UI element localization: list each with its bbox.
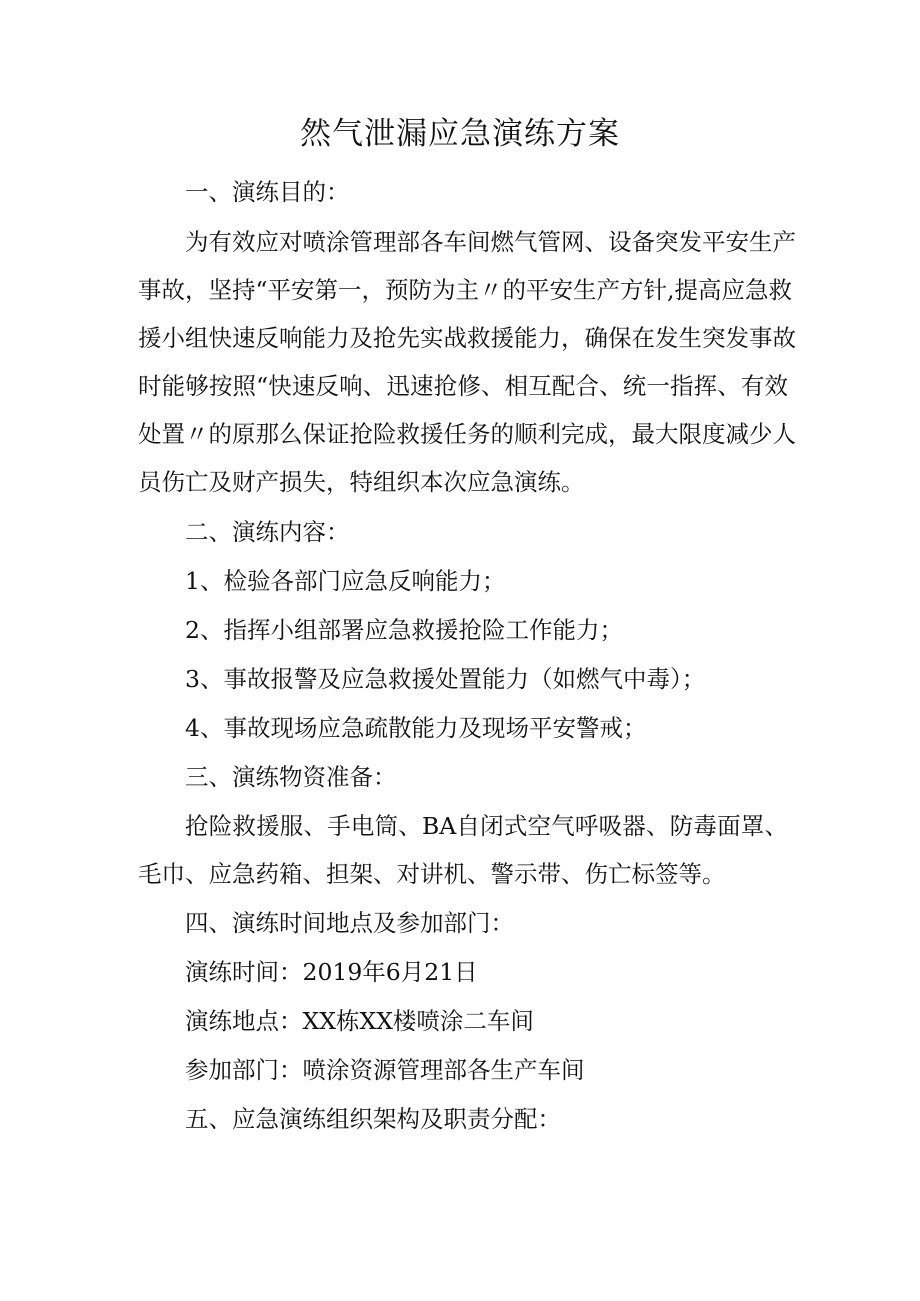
section1-paragraph-line: 事故，坚持“平安第一，预防为主〃的平安生产方针,提高应急救 (138, 276, 792, 304)
section3-paragraph-line: 抢险救援服、手电筒、BA自闭式空气呼吸器、防毒面罩、 (185, 812, 788, 840)
section3-paragraph-line: 毛巾、应急药箱、担架、对讲机、警示带、伤亡标签等。 (138, 860, 726, 888)
section2-item: 1、检验各部门应急反响能力； (185, 567, 506, 595)
section1-paragraph-line: 为有效应对喷涂管理部各车间燃气管网、设备突发平安生产 (185, 228, 796, 256)
section1-heading: 一、演练目的： (185, 178, 350, 206)
section2-item: 4、事故现场应急疏散能力及现场平安警戒； (185, 714, 647, 742)
section1-paragraph-line: 员伤亡及财产损失，特组织本次应急演练。 (138, 468, 585, 496)
document-title: 然气泄漏应急演练方案 (300, 116, 620, 152)
section1-paragraph-line: 时能够按照“快速反响、迅速抢修、相互配合、统一指挥、有效 (138, 372, 788, 400)
drill-location: 演练地点：XX栋XX楼喷涂二车间 (185, 1007, 534, 1035)
drill-time: 演练时间：2019年6月21日 (185, 958, 478, 986)
section5-heading: 五、应急演练组织架构及职责分配： (185, 1105, 561, 1133)
section2-item: 3、事故报警及应急救援处置能力（如燃气中毒）； (185, 665, 706, 693)
section1-paragraph-line: 援小组快速反响能力及抢先实战救援能力，确保在发生突发事故 (138, 324, 796, 352)
section4-heading: 四、演练时间地点及参加部门： (185, 909, 514, 937)
section2-item: 2、指挥小组部署应急救援抢险工作能力； (185, 616, 623, 644)
section1-paragraph-line: 处置〃的原那么保证抢险救援任务的顺利完成，最大限度减少人 (138, 420, 796, 448)
section2-heading: 二、演练内容： (185, 518, 350, 546)
participating-departments: 参加部门：喷涂资源管理部各生产车间 (185, 1056, 585, 1084)
section3-heading: 三、演练物资准备： (185, 763, 397, 791)
